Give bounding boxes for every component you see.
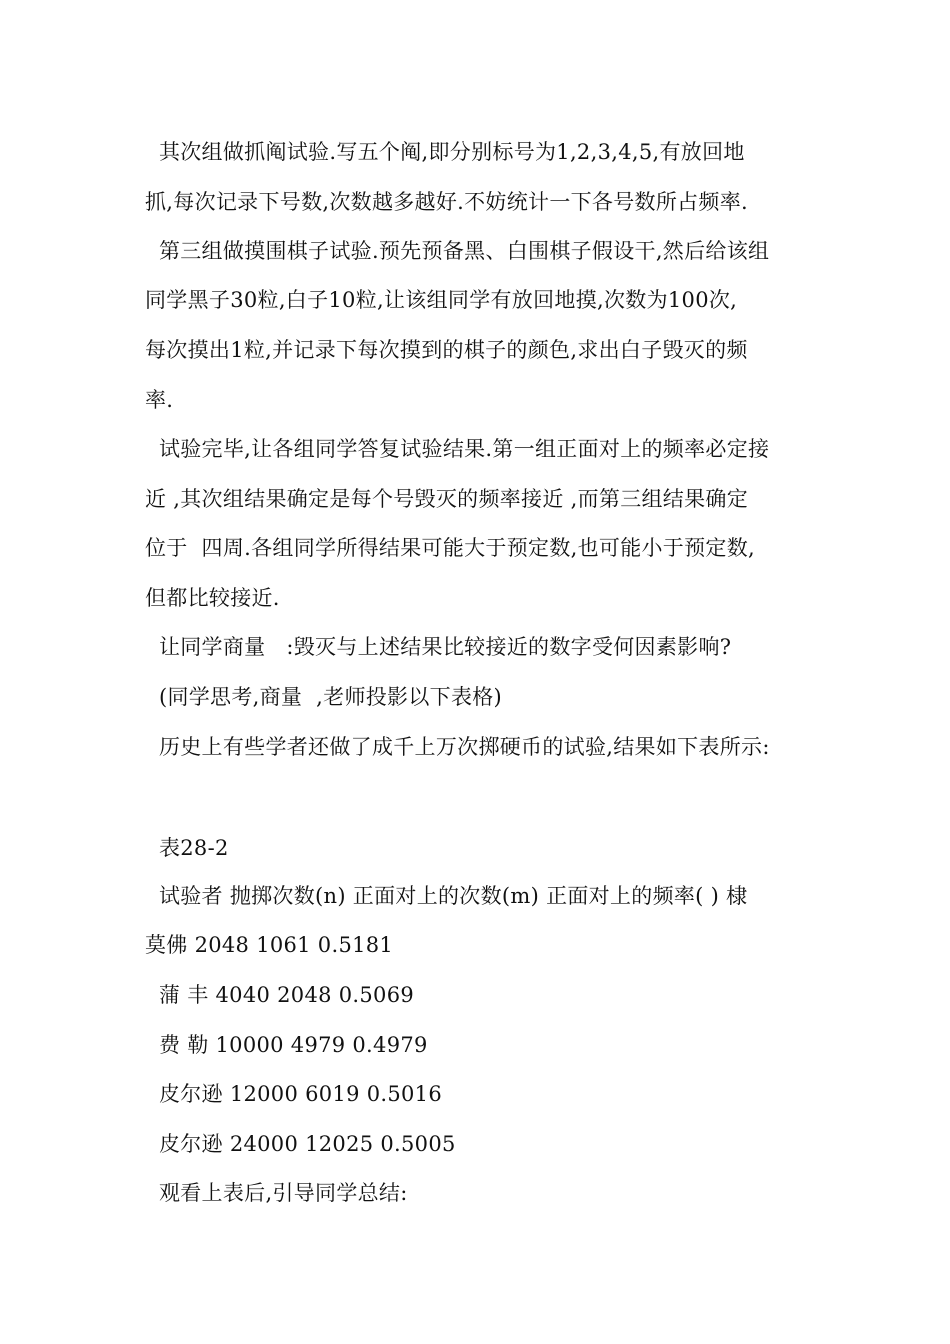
table-row: 莫佛 2048 1061 0.5181 bbox=[145, 933, 394, 957]
paragraph-line: 同学黑子30粒,白子10粒,让该组同学有放回地摸,次数为100次, bbox=[145, 288, 738, 312]
paragraph-line: 但都比较接近. bbox=[145, 586, 280, 610]
table-row: 费 勒 10000 4979 0.4979 bbox=[145, 1033, 428, 1057]
table-header-line: 试验者 抛掷次数(n) 正面对上的次数(m) 正面对上的频率( ) 棣 bbox=[145, 884, 748, 908]
paragraph-line: 每次摸出1粒,并记录下每次摸到的棋子的颜色,求出白子毁灭的频 bbox=[145, 338, 748, 362]
paragraph-line: 试验完毕,让各组同学答复试验结果.第一组正面对上的频率必定接 bbox=[145, 437, 770, 461]
paragraph-line: 近 ,其次组结果确定是每个号毁灭的频率接近 ,而第三组结果确定 bbox=[145, 487, 748, 511]
paragraph-line: 让同学商量 :毁灭与上述结果比较接近的数字受何因素影响? bbox=[145, 635, 732, 659]
paragraph-line: 第三组做摸围棋子试验.预先预备黑、白围棋子假设干,然后给该组 bbox=[145, 239, 770, 263]
table-row: 皮尔逊 12000 6019 0.5016 bbox=[145, 1082, 443, 1106]
paragraph-line: 其次组做抓阄试验.写五个阄,即分别标号为1,2,3,4,5,有放回地 bbox=[145, 140, 745, 164]
paragraph-line: 抓,每次记录下号数,次数越多越好.不妨统计一下各号数所占频率. bbox=[145, 190, 748, 214]
paragraph-line: 观看上表后,引导同学总结: bbox=[145, 1181, 408, 1205]
table-row: 蒲 丰 4040 2048 0.5069 bbox=[145, 983, 415, 1007]
paragraph-line: 位于 四周.各组同学所得结果可能大于预定数,也可能小于预定数, bbox=[145, 536, 755, 560]
table-row: 皮尔逊 24000 12025 0.5005 bbox=[145, 1132, 456, 1156]
paragraph-line: 率. bbox=[145, 388, 174, 412]
table-caption: 表28-2 bbox=[145, 836, 229, 860]
paragraph-line: 历史上有些学者还做了成千上万次掷硬币的试验,结果如下表所示: bbox=[145, 735, 770, 759]
paragraph-line: (同学思考,商量 ,老师投影以下表格) bbox=[145, 685, 503, 709]
